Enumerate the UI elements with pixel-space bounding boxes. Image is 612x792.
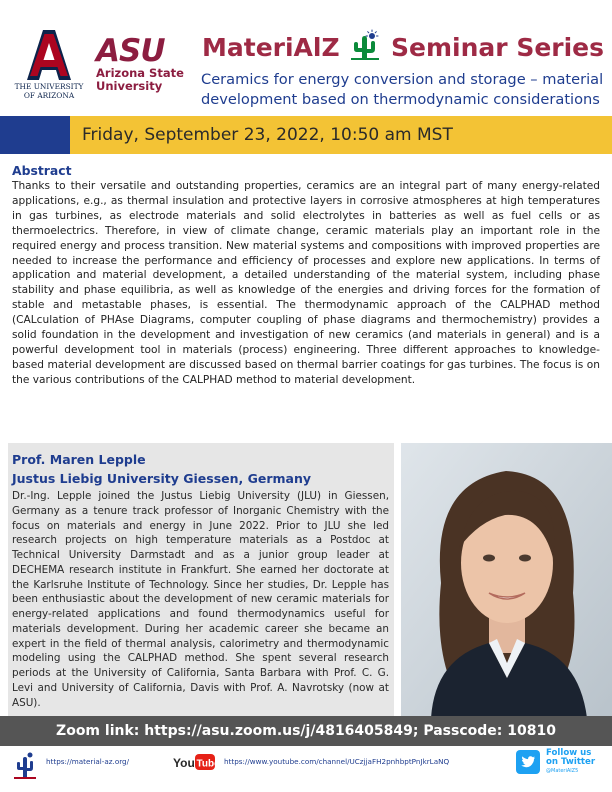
ua-logo-text: THE UNIVERSITY OF ARIZONA [14,82,84,100]
cactus-sun-icon [348,30,382,60]
university-of-arizona-logo [14,30,84,108]
asu-name: Arizona State University [96,66,184,93]
speaker-photo [401,443,612,718]
svg-text:You: You [173,756,195,770]
speaker-bio: Dr.-Ing. Lepple joined the Justus Liebig University (JLU) in Giessen, Germany as a tenure track professor of Inorganic Chemistry with the focus on materials and energy in June 2022. Prior to JLU she led research projects on high temperature materials as a Postdoc at Technical University Darmstadt and as a junior group leader at DECHEMA research institute in Frankfurt. She earned her doctorate at the Karlsruhe Institute of Technology. Since her studies, Dr. Lepple has been enthusiastic about the development of new ceramic materials for energy-related applications and found thermodynamics useful for materials development. During her academic career she became an expert in the field of thermal analysis, calorimetry and thermodynamic modeling using the CALPHAD method. She spent several research periods at the University of California, Santa Barbara with Prof. C. G. Levi and University of California, Davis with Prof. A. Navrotsky (now at ASU). [12,490,389,709]
series-title [202,30,605,64]
abstract-heading: Abstract [12,163,72,178]
speaker-name: Prof. Maren Lepple [12,452,146,467]
asu-mark: ASU [96,33,165,69]
youtube-icon [173,753,220,771]
series-title-part-b: Seminar Series [391,33,605,62]
speaker-affiliation: Justus Liebig University Giessen, Germany [12,471,312,486]
materialz-cactus-icon [12,750,38,780]
youtube-channel-link[interactable]: https://www.youtube.com/channel/UCzjjaFH2pnhbptPnJkrLaNQ [224,757,450,766]
svg-text:Tube: Tube [196,758,220,770]
series-title-part-a: MateriAlZ [202,33,340,62]
arizona-state-university-logo [96,33,188,93]
abstract-body: Thanks to their versatile and outstanding properties, ceramics are an integral part of many energy-related applications, e.g., as thermal insulation and protective layers in corrosive atmospheres at high temperatures in gas turbines, as electrode materials and solid electrolytes in batteries as well as fuel cells or as thermoelectrics. Therefore, in view of climate change, ceramic materials play an important role in the required energy and process transition. New material systems and compositions with improved properties are needed to increase the performance and efficiency of processes and explore new applications. In terms of application and material development, a detailed understanding of the material system, including phase stability and phase equilibria, as well as knowledge of the energies and driving forces for the formation of stable and metastable phases, is essential. The thermodynamic approach of the CALPHAD method (CALculation of PHAse Diagrams, computer coupling of phase diagrams and thermochemistry) provides a solid foundation in the development and investigation of new ceramics (and materials in general) and is a powerful development tool in materials (process) engineering. Three different approaches to knowledge-based material development are discussed based on thermal barrier coatings for gas turbines. The focus is on the various contributions of the CALPHAD method to material development. [12,180,600,386]
speaker-portrait [401,443,612,718]
date-band-accent [0,116,70,154]
twitter-icon [516,750,540,774]
twitter-handle: @MateriAlZ5 [546,768,579,774]
event-date-time: Friday, September 23, 2022, 10:50 am MST [82,125,453,145]
twitter-bird-icon[interactable] [516,750,540,774]
zoom-link[interactable]: Zoom link: https://asu.zoom.us/j/4816405849; Passcode: 10810 [56,723,556,739]
youtube-logo[interactable] [173,753,220,771]
materialz-cactus-logo [12,750,38,780]
ua-block-a-icon [27,30,71,80]
talk-title: Ceramics for energy conversion and storage – material development based on thermodynamic considerations [201,71,604,108]
website-link[interactable]: https://material-az.org/ [46,757,130,766]
twitter-follow-label[interactable]: Follow us on Twitter [546,748,596,767]
